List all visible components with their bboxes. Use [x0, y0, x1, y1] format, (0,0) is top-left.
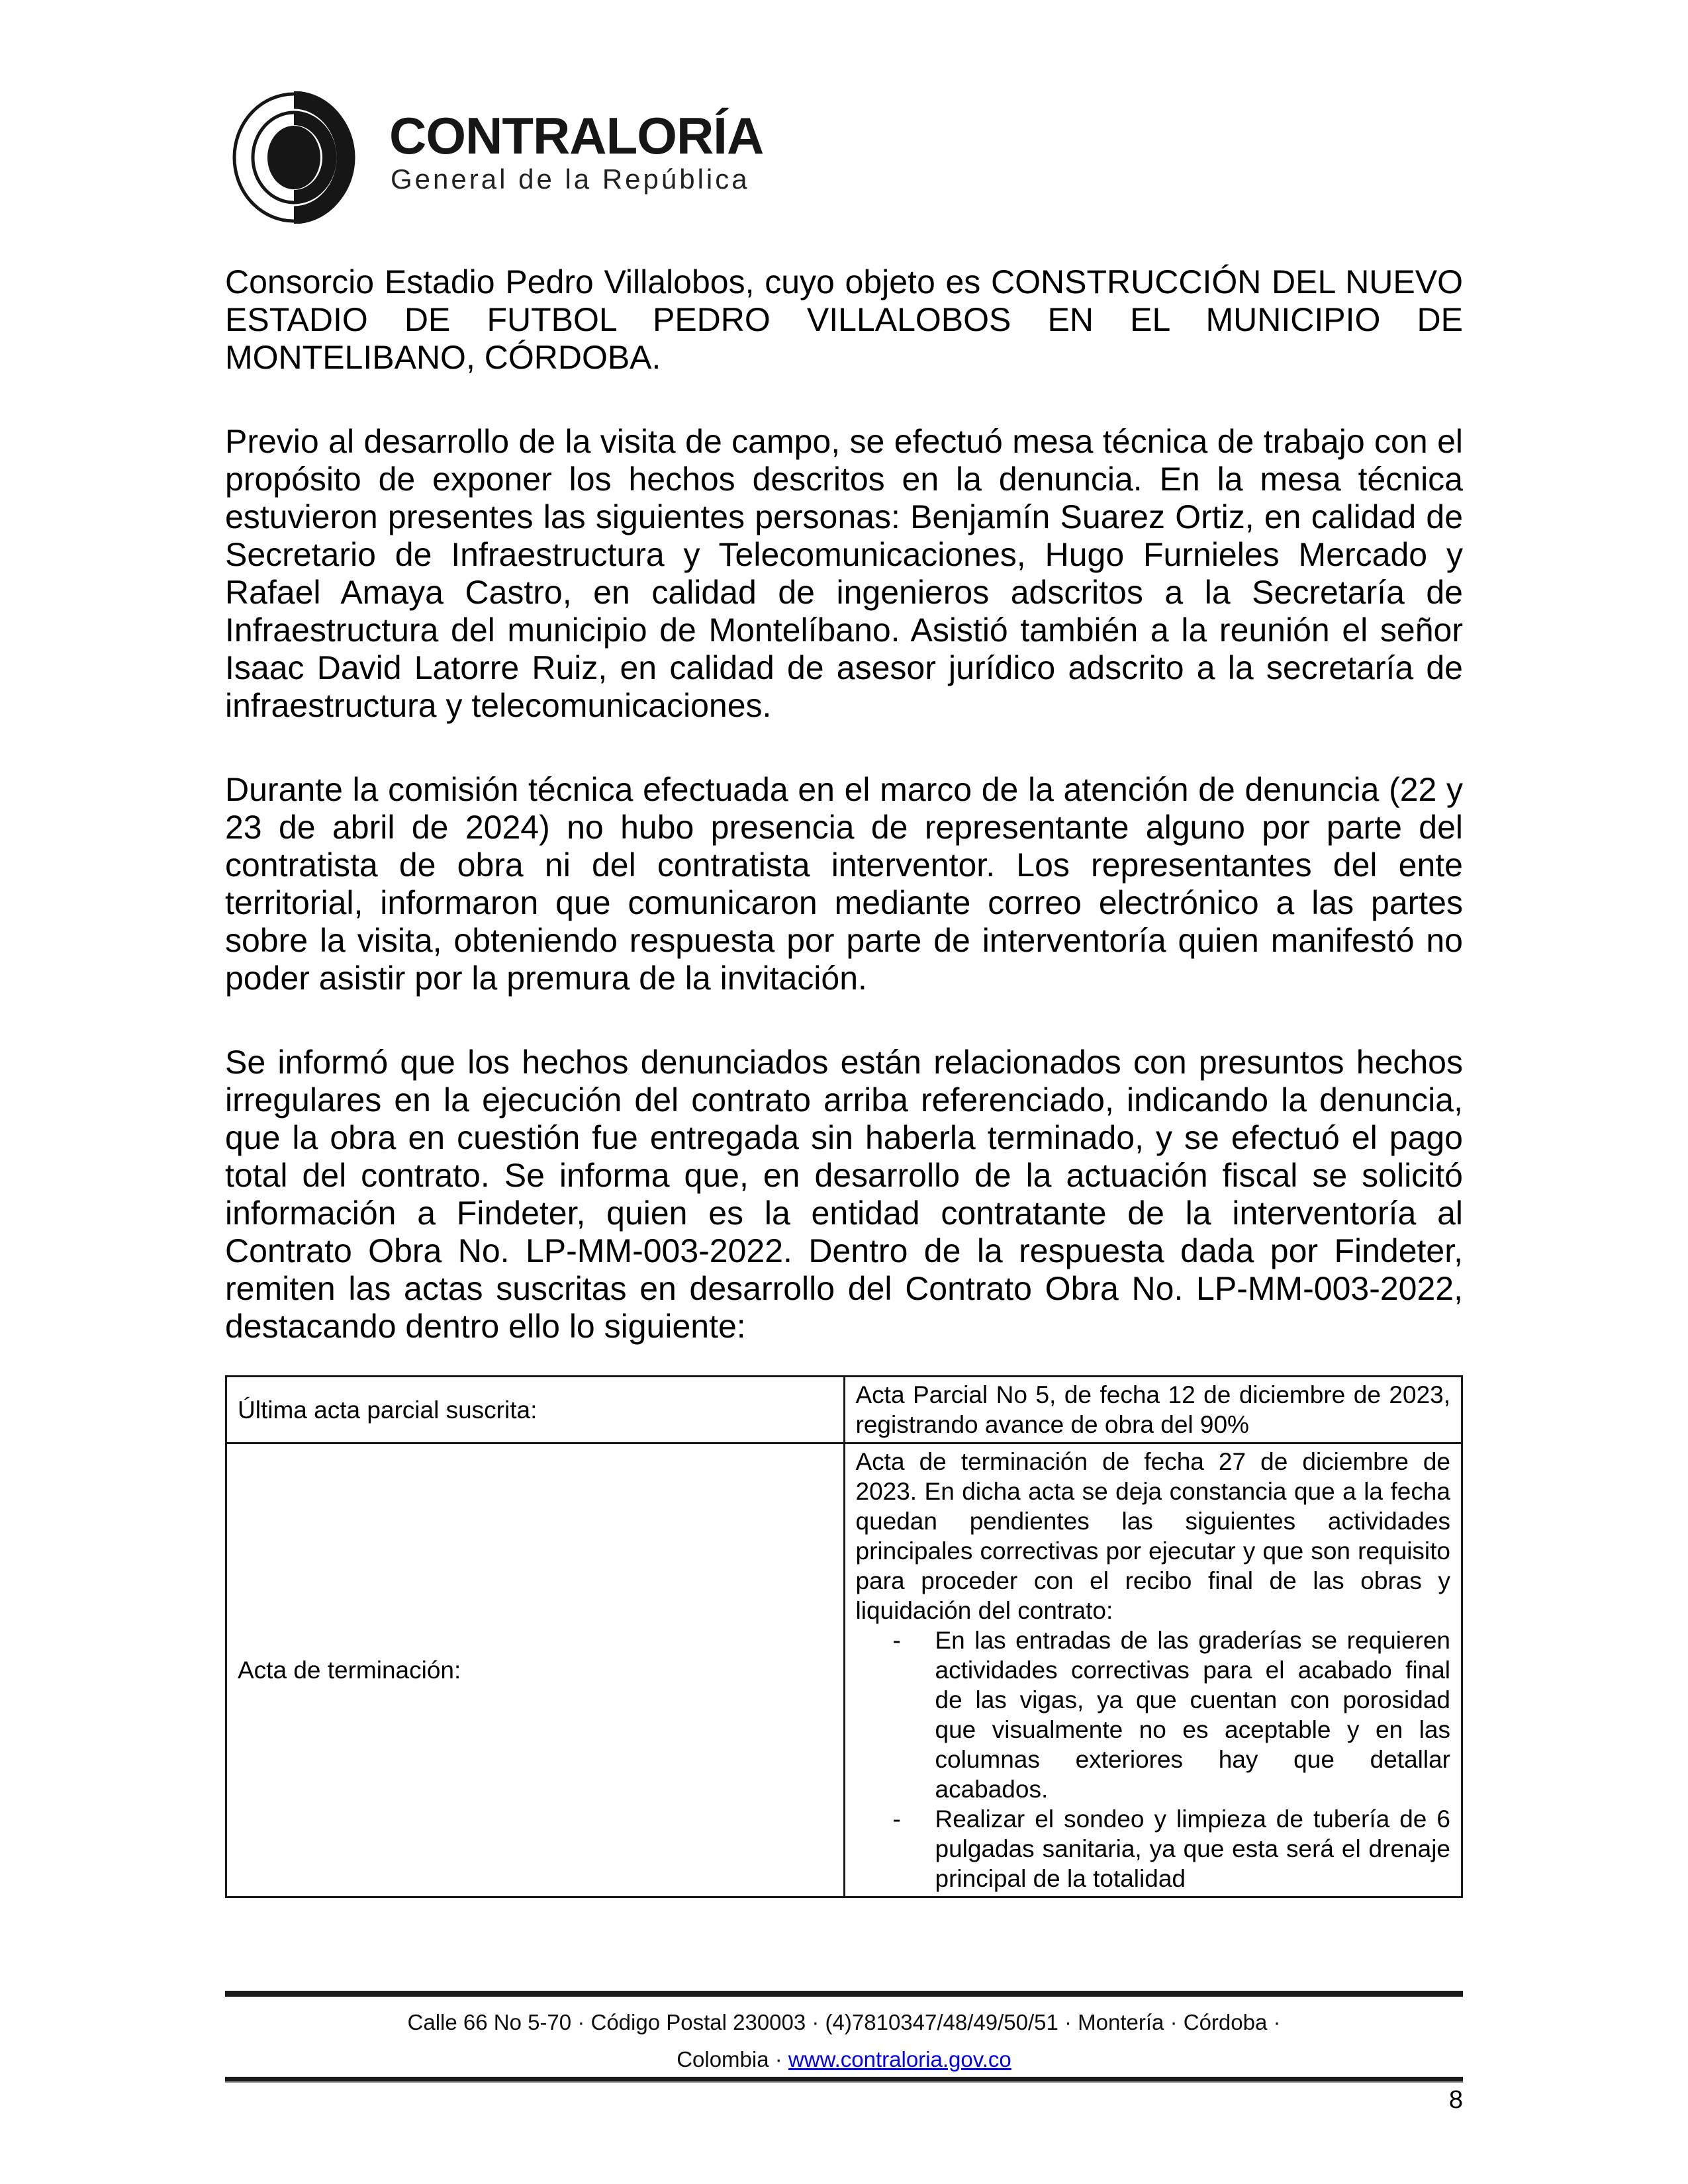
footer-country-text: Colombia ·	[677, 2047, 788, 2071]
dash-bullet-marker: -	[892, 1627, 901, 1654]
footer-address-line: Calle 66 No 5-70 · Código Postal 230003 · (4)7810347/48/49/50/51 · Montería · Córdoba ·	[407, 2010, 1281, 2034]
footer-country-line	[225, 2042, 1463, 2077]
paragraph-objeto: Consorcio Estadio Pedro Villalobos, cuyo objeto es CONSTRUCCIÓN DEL NUEVO ESTADIO DE FUTBOL PEDRO VILLALOBOS EN EL MUNICIPIO DE MONTELIBANO, CÓRDOBA.	[225, 263, 1463, 376]
table-row	[226, 1377, 1462, 1443]
logo-title: CONTRALORÍA	[389, 107, 764, 165]
row-value-acta-terminacion	[844, 1443, 1462, 1897]
list-item-text: En las entradas de las graderías se requieren actividades correctivas para el acabado final de las vigas, ya que cuentan con porosidad que visualmente no es aceptable y en las columnas exteriores hay que detallar acabados.	[935, 1627, 1450, 1803]
footer-top-rule	[225, 1991, 1463, 1997]
paragraph-hechos: Se informó que los hechos denunciados están relacionados con presuntos hechos irregulares en la ejecución del contrato arriba referenciado, indicando la denuncia, que la obra en cuestión fue entregada sin haberla terminado, y se efectuó el pago total del contrato. Se informa que, en desarrollo de la actuación fiscal se solicitó información a Findeter, quien es la entidad contratante de la interventoría al Contrato Obra No. LP-MM-003-2022. Dentro de la respuesta dada por Findeter, remiten las actas suscritas en desarrollo del Contrato Obra No. LP-MM-003-2022, destacando dentro ello lo siguiente:	[225, 1044, 1463, 1345]
row-value-acta-parcial: Acta Parcial No 5, de fecha 12 de diciembre de 2023, registrando avance de obra del 90%	[844, 1377, 1462, 1443]
logo-subtitle: General de la República	[391, 163, 750, 195]
list-item	[876, 1625, 1451, 1804]
footer-bottom-rule	[225, 2077, 1463, 2083]
contraloria-website-link[interactable]: www.contraloria.gov.co	[788, 2047, 1011, 2071]
list-item-text: Realizar el sondeo y limpieza de tubería de 6 pulgadas sanitaria, ya que esta será el drenaje principal de la totalidad	[935, 1805, 1450, 1892]
dash-bullet-marker: -	[892, 1805, 901, 1833]
document-body	[225, 263, 1463, 1898]
contraloria-logo	[232, 91, 1026, 230]
page-number: 8	[1448, 2086, 1463, 2114]
actas-table	[225, 1375, 1463, 1898]
row-label-acta-parcial: Última acta parcial suscrita:	[226, 1377, 845, 1443]
paragraph-mesa-tecnica: Previo al desarrollo de la visita de campo, se efectuó mesa técnica de trabajo con el propósito de exponer los hechos descritos en la denuncia. En la mesa técnica estuvieron presentes las siguientes personas: Benjamín Suarez Ortiz, en calidad de Secretario de Infraestructura y Telecomunicaciones, Hugo Furnieles Mercado y Rafael Amaya Castro, en calidad de ingenieros adscritos a la Secretaría de Infraestructura del municipio de Montelíbano. Asistió también a la reunión el señor Isaac David Latorre Ruiz, en calidad de asesor jurídico adscrito a la secretaría de infraestructura y telecomunicaciones.	[225, 423, 1463, 724]
row-label-acta-terminacion: Acta de terminación:	[226, 1443, 845, 1897]
paragraph-comision: Durante la comisión técnica efectuada en el marco de la atención de denuncia (22 y 23 de abril de 2024) no hubo presencia de representante alguno por parte del contratista de obra ni del contratista interventor. Los representantes del ente territorial, informaron que comunicaron mediante correo electrónico a las partes sobre la visita, obteniendo respuesta por parte de interventoría quien manifestó no poder asistir por la premura de la invitación.	[225, 771, 1463, 997]
acta-terminacion-intro: Acta de terminación de fecha 27 de diciembre de 2023. En dicha acta se deja constancia que a la fecha quedan pendientes las siguientes actividades principales correctivas por ejecutar y que son requisito para proceder con el recibo final de las obras y liquidación del contrato:	[855, 1448, 1450, 1624]
contraloria-target-emblem-icon	[232, 91, 359, 227]
table-row	[226, 1443, 1462, 1897]
list-item	[876, 1804, 1451, 1893]
